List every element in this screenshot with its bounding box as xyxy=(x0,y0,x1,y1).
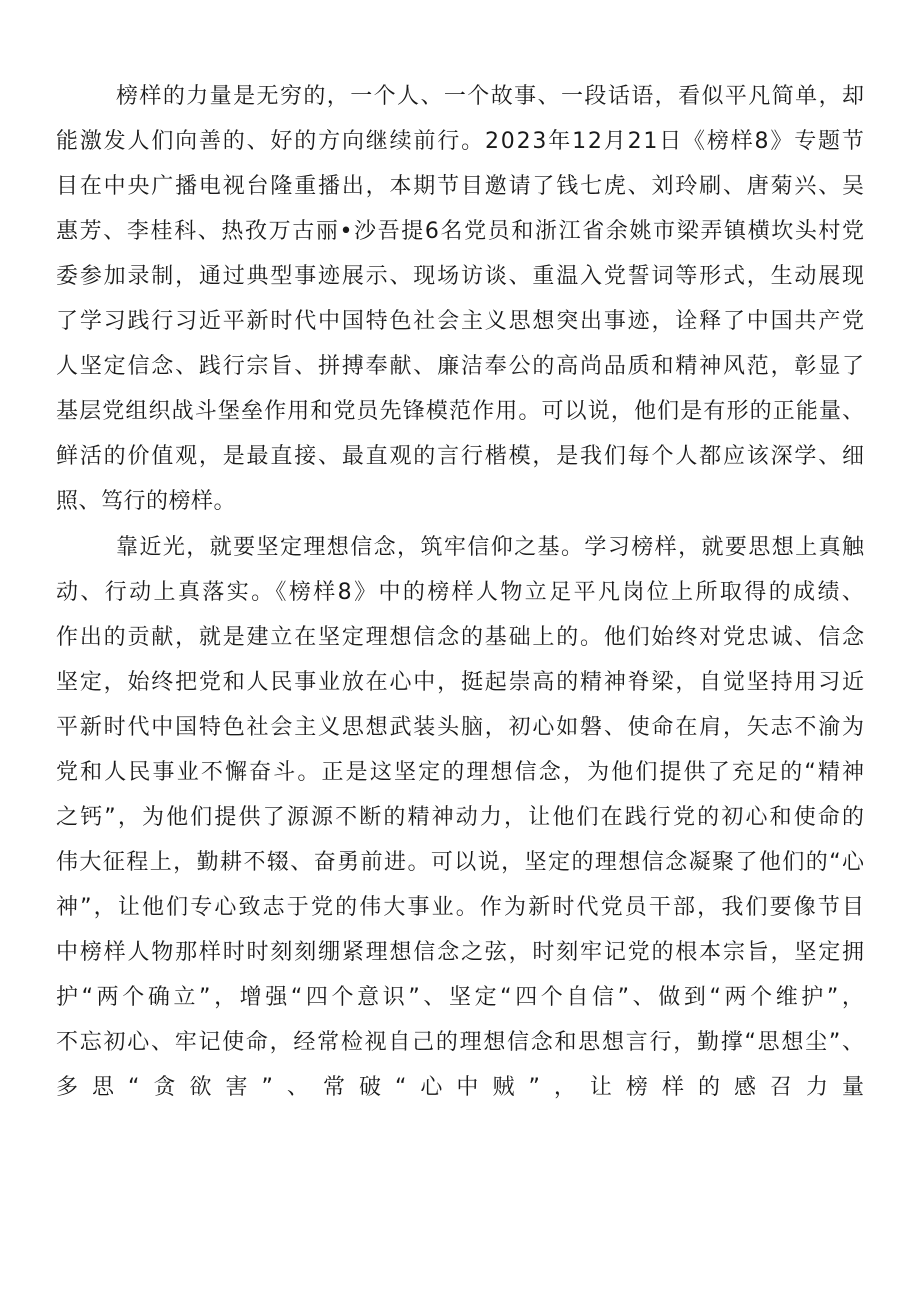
paragraph-2-line: 伟大征程上，勤耕不辍、奋勇前进。可以说，坚定的理想信念凝聚了他们的“心 xyxy=(56,850,866,875)
paragraph-1-line: 能激发人们向善的、好的方向继续前行。2023年12月21日《榜样8》专题节 xyxy=(56,129,866,154)
paragraph-1-line: 榜样的力量是无穷的，一个人、一个故事、一段话语，看似平凡简单，却 xyxy=(116,84,866,109)
paragraph-2-line: 党和人民事业不懈奋斗。正是这坚定的理想信念，为他们提供了充足的“精神 xyxy=(56,760,867,785)
paragraph-2-line: 之钙”，为他们提供了源源不断的精神动力，让他们在践行党的初心和使命的 xyxy=(56,805,867,830)
paragraph-1-line: 基层党组织战斗堡垒作用和党员先锋模范作用。可以说，他们是有形的正能量、 xyxy=(56,399,866,424)
paragraph-1-line: 了学习践行习近平新时代中国特色社会主义思想突出事迹，诠释了中国共产党 xyxy=(56,309,866,334)
paragraph-2-line: 护“两个确立”，增强“四个意识”、坚定“四个自信”、做到“两个维护”， xyxy=(56,985,868,1010)
paragraph-2-line: 靠近光，就要坚定理想信念，筑牢信仰之基。学习榜样，就要思想上真触 xyxy=(116,535,866,560)
paragraph-2-line: 作出的贡献，就是建立在坚定理想信念的基础上的。他们始终对党忠诚、信念 xyxy=(56,625,866,650)
paragraph-1-line: 委参加录制，通过典型事迹展示、现场访谈、重温入党誓词等形式，生动展现 xyxy=(56,264,866,289)
paragraph-2-line: 多思“贪欲害”、常破“心中贼”，让榜样的感召力量 xyxy=(56,1075,879,1100)
paragraph-2-line: 神”，让他们专心致志于党的伟大事业。作为新时代党员干部，我们要像节目 xyxy=(56,895,867,920)
paragraph-1-line: 人坚定信念、践行宗旨、拼搏奉献、廉洁奉公的高尚品质和精神风范，彰显了 xyxy=(56,354,866,379)
paragraph-1-line: 照、笃行的榜样。 xyxy=(56,489,237,514)
paragraph-2-line: 不忘初心、牢记使命，经常检视自己的理想信念和思想言行，勤撑“思想尘”、 xyxy=(56,1030,866,1055)
paragraph-2-line: 平新时代中国特色社会主义思想武装头脑，初心如磐、使命在肩，矢志不渝为 xyxy=(56,715,866,740)
paragraph-2-line: 中榜样人物那样时时刻刻绷紧理想信念之弦，时刻牢记党的根本宗旨，坚定拥 xyxy=(56,940,866,965)
paragraph-1-line: 目在中央广播电视台隆重播出，本期节目邀请了钱七虎、刘玲刷、唐菊兴、吴 xyxy=(56,174,866,199)
paragraph-2-line: 动、行动上真落实。《榜样8》中的榜样人物立足平凡岗位上所取得的成绩、 xyxy=(56,580,867,605)
paragraph-2-line: 坚定，始终把党和人民事业放在心中，挺起崇高的精神脊梁，自觉坚持用习近 xyxy=(56,670,866,695)
paragraph-1-line: 鲜活的价值观，是最直接、最直观的言行楷模，是我们每个人都应该深学、细 xyxy=(56,444,866,469)
paragraph-1-line: 惠芳、李桂科、热孜万古丽•沙吾提6名党员和浙江省余姚市梁弄镇横坎头村党 xyxy=(56,219,866,244)
